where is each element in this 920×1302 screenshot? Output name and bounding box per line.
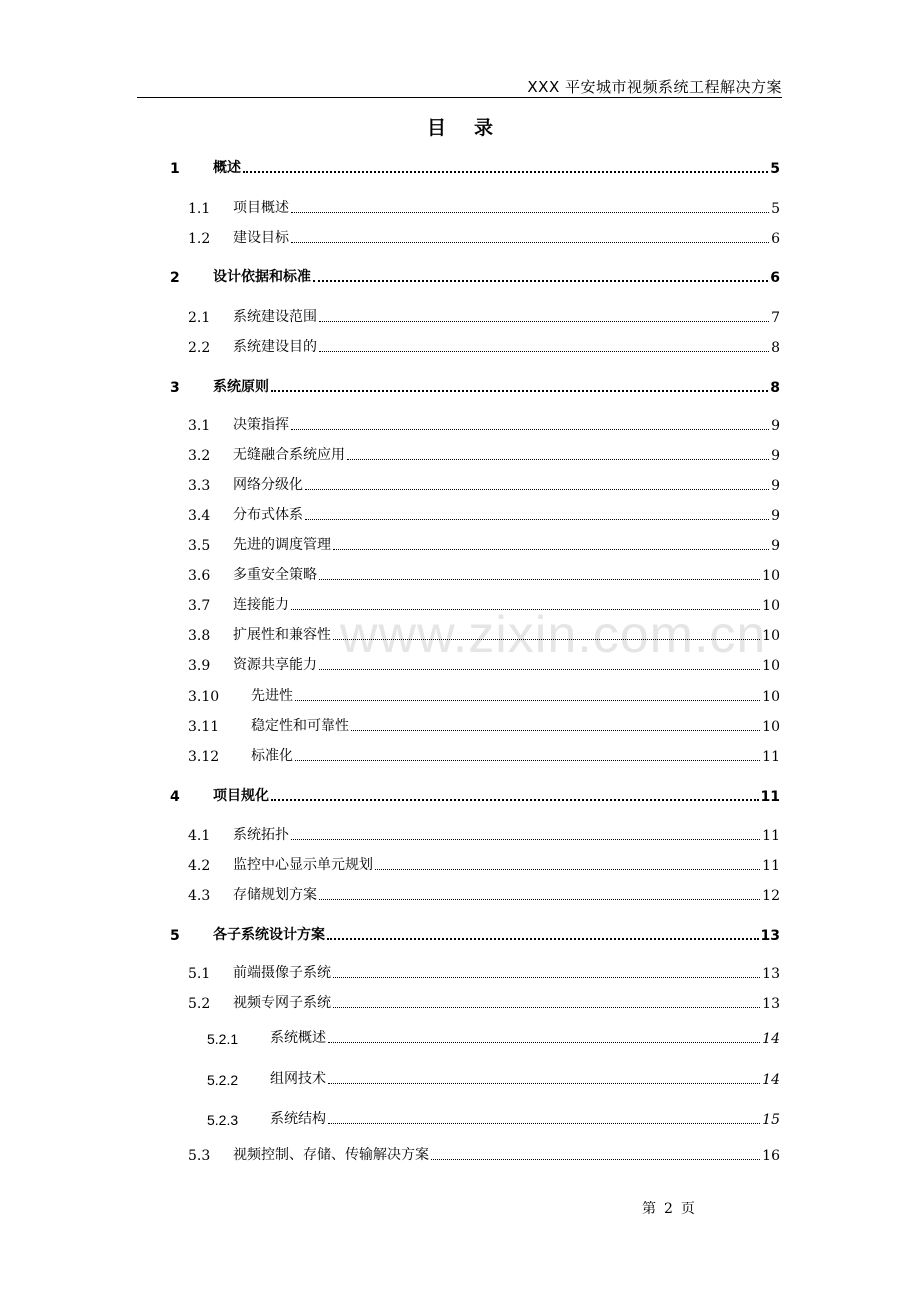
toc-entry[interactable] <box>0 594 920 616</box>
toc-entry-page: 11 <box>762 749 780 765</box>
toc-entry-title: 系统结构 <box>270 1111 326 1127</box>
toc-entry-title: 资源共享能力 <box>233 657 317 673</box>
toc-entry-title: 系统建设目的 <box>233 339 317 355</box>
toc-entry-number: 3.2 <box>188 448 211 464</box>
toc-entry-title: 视频控制、存储、传输解决方案 <box>233 1147 429 1163</box>
toc-entry-page: 8 <box>771 340 780 356</box>
dot-leader <box>295 760 760 761</box>
toc-entry-title: 多重安全策略 <box>233 567 317 583</box>
toc-entry[interactable] <box>0 685 920 707</box>
toc-entry-title: 系统概述 <box>270 1030 326 1046</box>
toc-entry-page: 10 <box>762 719 780 735</box>
toc-entry-page: 9 <box>771 418 780 434</box>
toc-entry[interactable] <box>0 306 920 328</box>
toc-entry-number: 2 <box>170 270 180 286</box>
toc-entry[interactable] <box>0 745 920 767</box>
toc-entry[interactable] <box>0 1108 920 1130</box>
dot-leader <box>319 351 769 352</box>
watermark: www.zixin.com.cn <box>340 606 767 664</box>
toc-entry[interactable] <box>0 197 920 219</box>
dot-leader <box>327 938 759 940</box>
toc-entry-number: 2.1 <box>188 310 211 326</box>
toc-entry[interactable] <box>0 992 920 1014</box>
toc-entry-number: 5.3 <box>188 1148 211 1164</box>
dot-leader <box>243 171 768 173</box>
toc-entry-number: 4.2 <box>188 858 211 874</box>
toc-entry-page: 6 <box>770 270 780 286</box>
toc-entry-title: 标准化 <box>251 748 293 764</box>
toc-entry-number: 3.8 <box>188 628 211 644</box>
toc-entry-page: 10 <box>762 689 780 705</box>
toc-entry[interactable] <box>0 715 920 737</box>
page-footer <box>638 1198 699 1218</box>
toc-entry[interactable] <box>0 924 920 946</box>
dot-leader <box>313 280 768 282</box>
dot-leader <box>328 1042 760 1043</box>
toc-entry[interactable] <box>0 824 920 846</box>
toc-entry-title: 先进性 <box>251 688 293 704</box>
dot-leader <box>333 1007 760 1008</box>
toc-entry-number: 3.3 <box>188 478 211 494</box>
toc-entry-title: 项目规化 <box>213 788 269 804</box>
toc-entry-page: 11 <box>760 789 780 805</box>
toc-entry-number: 4.1 <box>188 828 211 844</box>
toc-entry-number: 3.10 <box>188 689 220 705</box>
dot-leader <box>319 321 769 322</box>
dot-leader <box>291 212 769 213</box>
toc-entry-title: 存储规划方案 <box>233 887 317 903</box>
toc-entry-page: 9 <box>771 538 780 554</box>
dot-leader <box>291 609 760 610</box>
toc-entry-title: 项目概述 <box>233 200 289 216</box>
toc-entry-title: 扩展性和兼容性 <box>233 627 331 643</box>
toc-entry-title: 监控中心显示单元规划 <box>233 857 373 873</box>
toc-entry-number: 3.12 <box>188 749 220 765</box>
dot-leader <box>319 669 760 670</box>
toc-entry-number: 1.1 <box>188 201 211 217</box>
toc-entry[interactable] <box>0 785 920 807</box>
toc-entry-title: 稳定性和可靠性 <box>251 718 349 734</box>
footer-suffix: 页 <box>680 1201 695 1217</box>
toc-entry-number: 5.2 <box>188 996 211 1012</box>
toc-entry-page: 16 <box>762 1148 780 1164</box>
footer-page-number: 2 <box>664 1201 673 1217</box>
toc-entry[interactable] <box>0 266 920 288</box>
dot-leader <box>291 242 769 243</box>
toc-entry-page: 10 <box>762 628 780 644</box>
toc-entry-title: 建设目标 <box>233 230 289 246</box>
dot-leader <box>291 839 760 840</box>
toc-entry[interactable] <box>0 564 920 586</box>
toc-entry-page: 11 <box>762 858 780 874</box>
toc-entry-number: 2.2 <box>188 340 211 356</box>
toc-entry-page: 13 <box>762 996 780 1012</box>
toc-entry-title: 各子系统设计方案 <box>213 927 325 943</box>
toc-entry[interactable] <box>0 336 920 358</box>
toc-entry-number: 3.6 <box>188 568 211 584</box>
toc-entry-page: 6 <box>771 231 780 247</box>
toc-entry-page: 7 <box>771 310 780 326</box>
toc-entry-number: 4 <box>170 789 180 805</box>
dot-leader <box>333 639 760 640</box>
document-header-title: XXX 平安城市视频系统工程解决方案 <box>527 78 782 96</box>
toc-entry-number: 3.11 <box>188 719 220 735</box>
dot-leader <box>431 1159 760 1160</box>
toc-entry-page: 15 <box>762 1112 780 1128</box>
toc-entry-page: 14 <box>762 1031 780 1047</box>
toc-entry-title: 组网技术 <box>270 1071 326 1087</box>
toc-entry-title: 系统原则 <box>213 379 269 395</box>
toc-entry-page: 5 <box>770 161 780 177</box>
toc-entry[interactable] <box>0 884 920 906</box>
toc-entry-number: 3 <box>170 380 180 396</box>
toc-title: 目录 <box>426 117 521 139</box>
toc-entry[interactable] <box>0 1068 920 1090</box>
toc-entry-title: 前端摄像子系统 <box>233 965 331 981</box>
footer-prefix: 第 <box>642 1201 656 1217</box>
toc-entry-number: 3.7 <box>188 598 211 614</box>
toc-entry-title: 概述 <box>213 160 241 176</box>
toc-entry[interactable] <box>0 414 920 436</box>
toc-entry-number: 4.3 <box>188 888 211 904</box>
toc-entry-number: 5.2.3 <box>207 1112 239 1128</box>
dot-leader <box>347 459 769 460</box>
toc-entry[interactable] <box>0 376 920 398</box>
toc-entry-title: 系统建设范围 <box>233 309 317 325</box>
dot-leader <box>305 519 769 520</box>
toc-entry-page: 12 <box>762 888 780 904</box>
dot-leader <box>328 1083 760 1084</box>
toc-entry-number: 5.1 <box>188 966 211 982</box>
toc-entry-page: 9 <box>771 478 780 494</box>
dot-leader <box>271 799 759 801</box>
toc-entry-title: 设计依据和标准 <box>213 269 311 285</box>
dot-leader <box>333 549 769 550</box>
toc-entry[interactable] <box>0 227 920 249</box>
toc-entry[interactable] <box>0 854 920 876</box>
toc-entry-title: 决策指挥 <box>233 417 289 433</box>
toc-entry-page: 5 <box>771 201 780 217</box>
toc-entry-page: 10 <box>762 568 780 584</box>
toc-entry[interactable] <box>0 474 920 496</box>
dot-leader <box>351 730 760 731</box>
toc-entry-number: 3.5 <box>188 538 211 554</box>
dot-leader <box>305 489 769 490</box>
toc-entry[interactable] <box>0 444 920 466</box>
dot-leader <box>295 700 760 701</box>
toc-entry-number: 5.2.1 <box>207 1031 239 1047</box>
toc-entry-page: 10 <box>762 598 780 614</box>
toc-entry-page: 13 <box>760 928 780 944</box>
toc-entry-page: 9 <box>771 448 780 464</box>
toc-entry-number: 1 <box>170 161 180 177</box>
toc-entry[interactable] <box>0 624 920 646</box>
toc-entry-title: 视频专网子系统 <box>233 995 331 1011</box>
toc-entry-number: 1.2 <box>188 231 211 247</box>
toc-entry-page: 9 <box>771 508 780 524</box>
toc-entry-page: 8 <box>770 380 780 396</box>
toc-entry-title: 系统拓扑 <box>233 827 289 843</box>
dot-leader <box>375 869 760 870</box>
toc-entry-number: 3.1 <box>188 418 211 434</box>
toc-entry[interactable] <box>0 654 920 676</box>
toc-entry-page: 11 <box>762 828 780 844</box>
toc-entry-title: 连接能力 <box>233 597 289 613</box>
toc-entry-number: 5.2.2 <box>207 1072 239 1088</box>
dot-leader <box>319 579 760 580</box>
dot-leader <box>333 977 760 978</box>
toc-entry-title: 分布式体系 <box>233 507 303 523</box>
toc-entry-title: 网络分级化 <box>233 477 303 493</box>
dot-leader <box>271 390 768 392</box>
toc-entry[interactable] <box>0 504 920 526</box>
toc-entry-number: 5 <box>170 928 180 944</box>
toc-entry-page: 13 <box>762 966 780 982</box>
toc-entry-number: 3.4 <box>188 508 211 524</box>
toc-entry[interactable] <box>0 962 920 984</box>
toc-entry-page: 14 <box>762 1072 780 1088</box>
toc-entry[interactable] <box>0 1144 920 1166</box>
toc-entry[interactable] <box>0 157 920 179</box>
dot-leader <box>328 1123 760 1124</box>
dot-leader <box>319 899 760 900</box>
toc-entry-number: 3.9 <box>188 658 211 674</box>
toc-entry-page: 10 <box>762 658 780 674</box>
toc-entry[interactable] <box>0 1027 920 1049</box>
toc-entry-title: 无缝融合系统应用 <box>233 447 345 463</box>
toc-entry[interactable] <box>0 534 920 556</box>
toc-entry-title: 先进的调度管理 <box>233 537 331 553</box>
dot-leader <box>291 429 769 430</box>
